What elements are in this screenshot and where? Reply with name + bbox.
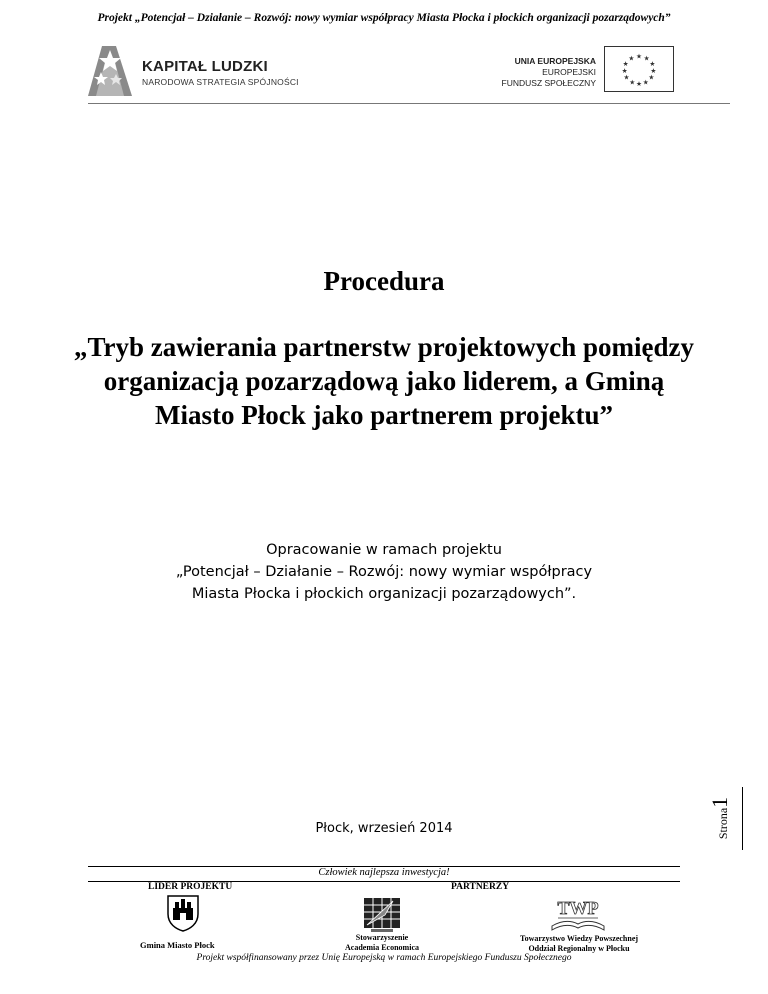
place-date: Płock, wrzesień 2014	[315, 821, 453, 836]
svg-text:★: ★	[623, 73, 630, 82]
page-marker-divider	[742, 787, 743, 850]
eu-fund-line2: FUNDUSZ SPOŁECZNY	[501, 78, 596, 88]
svg-text:★: ★	[648, 73, 655, 82]
kapital-ludzki-title: KAPITAŁ LUDZKI	[142, 58, 268, 75]
partners-label: PARTNERZY	[451, 882, 510, 892]
page-number: 1	[707, 796, 732, 808]
prepared-line-1: Opracowanie w ramach projektu	[266, 542, 502, 558]
eu-fund-line1: EUROPEJSKI	[542, 67, 596, 77]
partner1-line2: Academia Economica	[345, 943, 419, 952]
svg-text:★: ★	[636, 52, 642, 61]
eu-flag-icon	[604, 46, 674, 92]
kapital-ludzki-logo	[86, 44, 306, 100]
svg-text:★: ★	[642, 78, 649, 87]
svg-text:★: ★	[650, 66, 657, 75]
eu-logo-text	[470, 56, 596, 89]
partner1-line1: Stowarzyszenie	[355, 933, 409, 942]
header-divider	[88, 103, 730, 104]
page-label: Strona	[716, 807, 730, 840]
prepared-within-project	[84, 539, 684, 605]
cofinancing-note: Projekt współfinansowany przez Unię Europejską w ramach Europejskiego Funduszu Społecznego	[196, 953, 572, 963]
partner2-line1: Towarzystwo Wiedzy Powszechnej	[519, 934, 639, 943]
svg-text:★: ★	[621, 66, 628, 75]
footer-slogan: Człowiek najlepsza inwestycja!	[318, 867, 450, 878]
prepared-line-3: Miasta Płocka i płockich organizacji pozarządowych”.	[191, 586, 577, 602]
svg-text:TWP: TWP	[557, 898, 599, 918]
kapital-ludzki-subtitle: NARODOWA STRATEGIA SPÓJNOŚCI	[142, 77, 299, 87]
eu-name: UNIA EUROPEJSKA	[514, 56, 596, 66]
plock-coat-of-arms-icon	[166, 894, 200, 932]
document-type: Procedura	[323, 266, 445, 296]
academia-economica-logo-icon	[363, 897, 401, 933]
partner-academia-economica	[322, 933, 442, 953]
svg-text:★: ★	[622, 60, 629, 69]
prepared-line-2: „Potencjał – Działanie – Rozwój: nowy wymiar współpracy	[175, 564, 593, 580]
svg-text:★: ★	[628, 54, 635, 63]
kapital-ludzki-emblem-icon	[86, 44, 134, 98]
partner-twp	[494, 934, 664, 954]
leader-label: LIDER PROJEKTU	[148, 882, 233, 892]
document-title: „Tryb zawierania partnerstw projektowych pomiędzy organizacją pozarządową jako liderem, a Gminą Miasto Płock jako partnerem projektu”	[74, 332, 694, 430]
svg-text:★: ★	[629, 78, 636, 87]
leader-name: Gmina Miasto Płock	[140, 940, 215, 950]
running-header: Projekt „Potencjał – Działanie – Rozwój: nowy wymiar współpracy Miasta Płocka i płockich organizacji pozarządowych”	[97, 12, 671, 24]
svg-text:★: ★	[636, 80, 642, 89]
page-number-marker	[692, 788, 748, 848]
svg-text:★: ★	[643, 54, 650, 63]
twp-logo-icon	[548, 892, 608, 932]
svg-text:★: ★	[649, 60, 656, 69]
partner2-line2: Oddział Regionalny w Płocku	[528, 944, 630, 953]
